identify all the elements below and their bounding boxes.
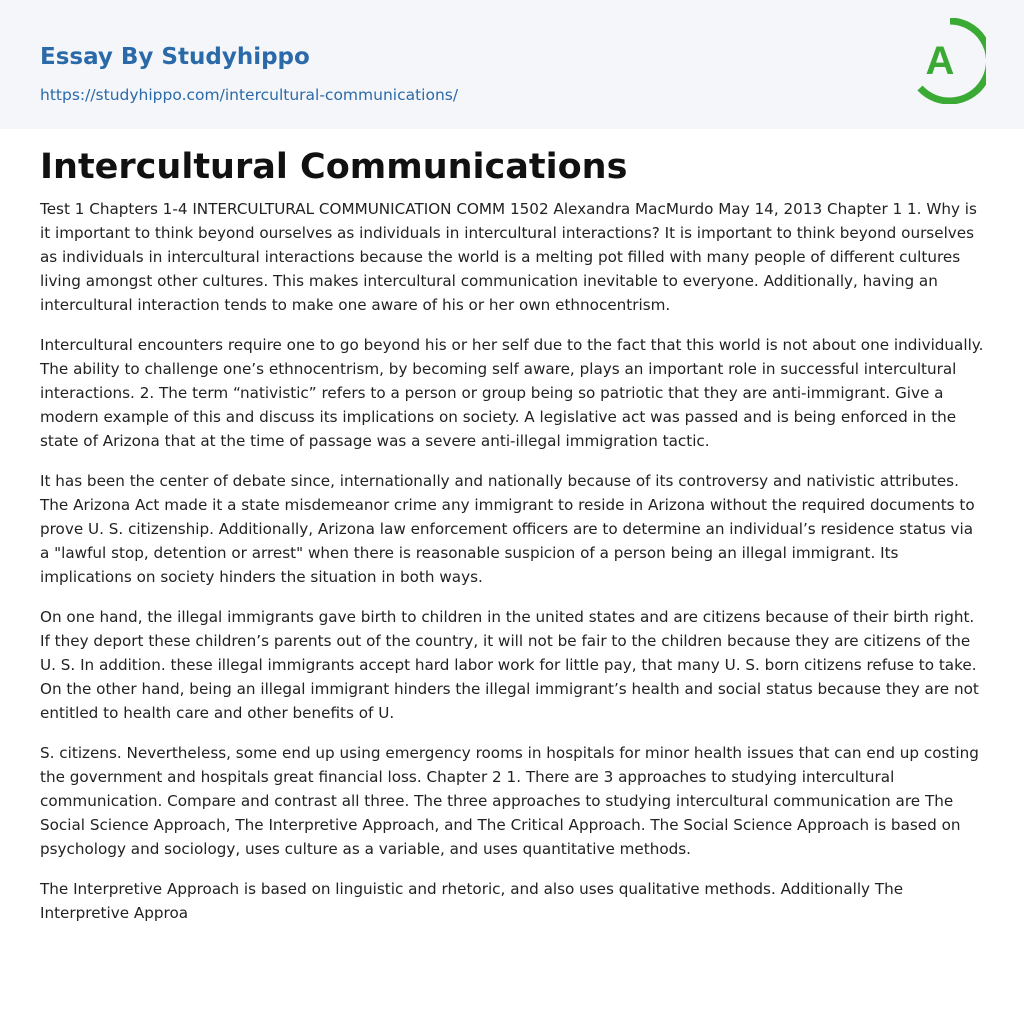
logo-letter: A bbox=[925, 39, 955, 83]
article-paragraph: Intercultural encounters require one to go beyond his or her self due to the fact that this world is not about one individually. The ability to challenge one’s ethnocentrism, by becoming self aware, plays an important role in successful intercultural interactions. 2. The term “nativistic” refers to a person or group being so patriotic that they are anti-immigrant. Give a modern example of this and discuss its implications on society. A legislative act was passed and is being enforced in the state of Arizona that at the time of passage was a severe anti-illegal immigration tactic. bbox=[40, 336, 984, 450]
article-title: Intercultural Communications bbox=[40, 147, 628, 187]
article-paragraph: The Interpretive Approach is based on linguistic and rhetoric, and also uses qualitative methods. Additionally The Interpretive Approa bbox=[40, 880, 904, 922]
brand-title[interactable]: Essay By Studyhippo bbox=[40, 44, 310, 70]
source-url-link[interactable]: https://studyhippo.com/intercultural-communications/ bbox=[40, 86, 459, 104]
site-header bbox=[0, 0, 1024, 129]
article-paragraph: S. citizens. Nevertheless, some end up using emergency rooms in hospitals for minor health issues that can end up costing the government and hospitals great financial loss. Chapter 2 1. There are 3 approaches to studying intercultural communication. Compare and contrast all three. The three approaches to studying intercultural communication are The Social Science Approach, The Interpretive Approach, and The Critical Approach. The Social Science Approach is based on psychology and sociology, uses culture as a variable, and uses quantitative methods. bbox=[40, 744, 979, 858]
article-paragraph: Test 1 Chapters 1-4 INTERCULTURAL COMMUNICATION COMM 1502 Alexandra MacMurdo May 14, 2013 Chapter 1 1. Why is it important to think beyond ourselves as individuals in intercultural interactions? It is important to think beyond ourselves as individuals in intercultural interactions because the world is a melting pot filled with many people of different cultures living amongst other cultures. This makes intercultural communication inevitable to everyone. Additionally, having an intercultural interaction tends to make one aware of his or her own ethnocentrism. bbox=[40, 200, 977, 314]
article-body bbox=[0, 129, 1024, 925]
article-paragraph: On one hand, the illegal immigrants gave birth to children in the united states and are citizens because of their birth right. If they deport these children’s parents out of the country, it will not be fair to the children because they are citizens of the U. S. In addition. these illegal immigrants accept hard labor work for little pay, that many U. S. born citizens refuse to take. On the other hand, being an illegal immigrant hinders the illegal immigrant’s health and social status because they are not entitled to health care and other benefits of U. bbox=[40, 608, 979, 722]
article-paragraph: It has been the center of debate since, internationally and nationally because of its controversy and nativistic attributes. The Arizona Act made it a state misdemeanor crime any immigrant to reside in Arizona without the required documents to prove U. S. citizenship. Additionally, Arizona law enforcement officers are to determine an individual’s residence status via a "lawful stop, detention or arrest" when there is reasonable suspicion of a person being an illegal immigrant. Its implications on society hinders the situation in both ways. bbox=[40, 472, 975, 586]
studyhippo-logo-icon[interactable] bbox=[914, 18, 986, 104]
